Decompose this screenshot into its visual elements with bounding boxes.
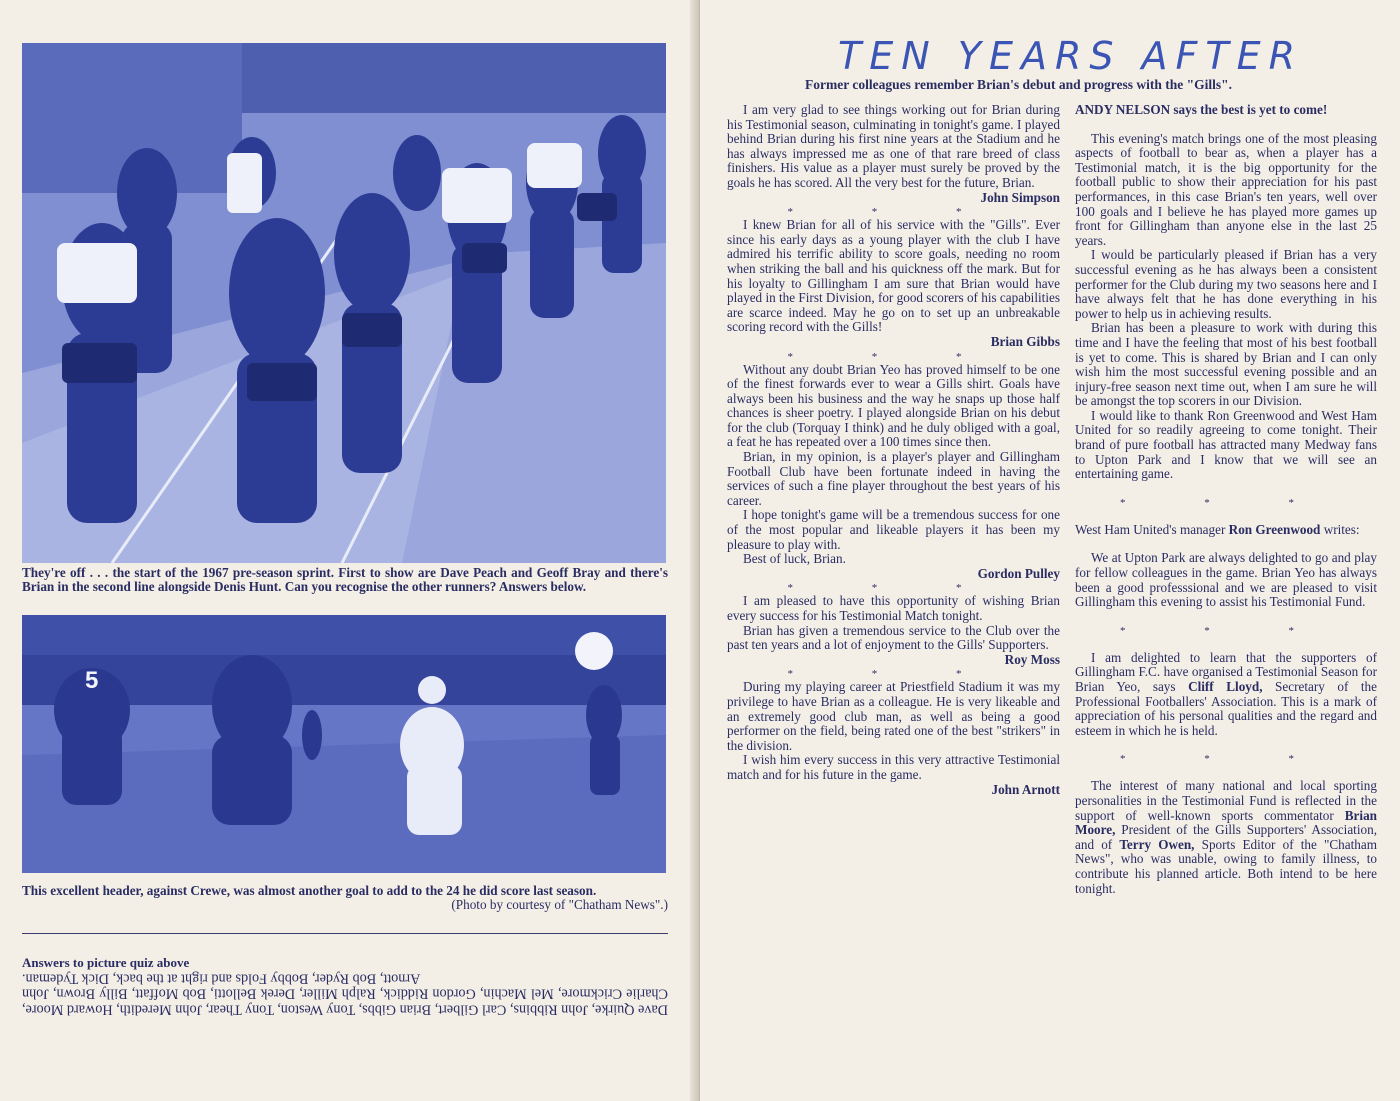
- preseason-sprint-photo: [22, 43, 666, 563]
- brian-moore-paragraph: [1075, 779, 1377, 896]
- paragraph-text: I am delighted to learn that the supporters of Gillingham F.C. have organised a Testimonial Season for Brian Yeo, says: [1075, 649, 1377, 694]
- page-headline: TEN YEARS AFTER: [838, 34, 1304, 78]
- section-separator: * * *: [787, 582, 1000, 595]
- tribute-paragraph: I wish him every success in this very attractive Testimonial match and for his future in the game.: [727, 752, 1060, 782]
- section-separator: * * *: [1120, 624, 1332, 637]
- tributes-column-left: [727, 103, 1060, 797]
- tributes-column-right: [1075, 103, 1377, 896]
- quiz-answers-title: Answers to picture quiz above: [22, 955, 190, 970]
- header-photo-caption-text: This excellent header, against Crewe, was almost another goal to add to the 24 he did score last season.: [22, 883, 597, 898]
- west-ham-intro: [1075, 523, 1377, 538]
- header-vs-crewe-photo: [22, 615, 666, 873]
- brian-moore-name: Brian Moore,: [1075, 807, 1377, 838]
- section-separator: * * *: [1120, 496, 1332, 509]
- shirt-number-label: 5: [85, 667, 99, 694]
- section-separator: * * *: [787, 206, 1000, 219]
- tribute-signature: John Arnott: [991, 781, 1060, 797]
- paragraph-text: President of the Gills Supporters' Association, and of: [1075, 822, 1377, 852]
- tribute-paragraph: We at Upton Park are always delighted to go and play for fellow colleagues in the game. Brian Yeo has always been a good professsional and we are pleased to visit Gillingham this evening to assist his Testimonial Fund.: [1075, 550, 1377, 610]
- tribute-paragraph: I would like to thank Ron Greenwood and West Ham United for so readily agreeing to come tonight. Their brand of pure football has attracted many Medway fans to Upton Park and I know that we will see an entertaining game.: [1075, 407, 1377, 482]
- left-page: [0, 0, 696, 1101]
- tribute-paragraph: Best of luck, Brian.: [743, 551, 846, 567]
- tribute-paragraph: Brian has been a pleasure to work with during this time and I have the feeling that most of his best football is yet to come. This is shared by Brian and I can only wish him the most successful evening possible and an injury-free season next time out, when I am sure he will be amongst the top scorers in our Division.: [1075, 320, 1377, 409]
- tribute-paragraph: I hope tonight's game will be a tremendous success for one of the most popular and likeable players it has been my pleasure to play with.: [727, 507, 1060, 552]
- intro-text: West Ham United's manager: [1075, 521, 1229, 537]
- andy-nelson-heading: ANDY NELSON says the best is yet to come!: [1075, 102, 1328, 117]
- tribute-signature: Brian Gibbs: [990, 333, 1060, 349]
- section-separator: * * *: [1120, 753, 1332, 766]
- tribute-paragraph: This evening's match brings one of the most pleasing aspects of football to bear as, when a player has a Testimonial match, it is the big opportunity for the football public to show their appreciation for his past performances, in this case Brian's ten years, well over 100 goals and I believe he has played more games up front for Gillingham than anyone else in the last 25 years.: [1075, 130, 1377, 248]
- tribute-paragraph: I would be particularly pleased if Brian has a very successful evening as he has always been a consistent performer for the Club during my two seasons here and I have always felt that he has done everything in his power to help us in achieving results.: [1075, 247, 1377, 321]
- paragraph-text: Secretary of the Professional Footballers' Association. This is a mark of appreciation of his personal qualities and the regard and esteem in which he is held.: [1075, 679, 1377, 738]
- right-page: [700, 0, 1400, 1101]
- tribute-signature: John Simpson: [980, 189, 1060, 205]
- header-photo-caption: [22, 884, 668, 912]
- page-subhead: Former colleagues remember Brian's debut and progress with the "Gills".: [805, 77, 1232, 92]
- divider-rule: [22, 933, 668, 934]
- sprint-photo-caption: They're off . . . the start of the 1967 pre-season sprint. First to show are Dave Peach and Geoff Bray and there's Brian in the second line alongside Denis Hunt. Can you recognise the other runners? Answers below.: [22, 565, 668, 594]
- tribute-paragraph: I am very glad to see things working out for Brian during his Testimonial season, culminating in tonight's game. I played behind Brian during his first nine years at the Stadium and he has always impressed me as one of that rare breed of class finishers. His value as a player must surely be proved by the goals he has scored. All the very best for the future, Brian.: [727, 102, 1060, 190]
- section-separator: * * *: [787, 668, 1000, 681]
- tribute-paragraph: I am pleased to have this opportunity of wishing Brian every success for his Testimonial Match tonight.: [727, 593, 1060, 623]
- paragraph-text: The interest of many national and local sporting personalities in the Testimonial Fund is reflected in the support of well-known sports commentator: [1075, 778, 1377, 823]
- tribute-signature: Roy Moss: [1004, 651, 1060, 667]
- paragraph-text: Sports Editor of the "Chatham News", who was unable, owing to family illness, to contribute his planned article. Both intend to be here tonight.: [1075, 836, 1377, 896]
- quiz-answers-upside-down: Dave Quirke, John Ribbins, Carl Gilbert, Brian Gibbs, Tony Weston, Tony Thear, John Meredith, Howard Moore, Charlie Crickmore, Mel Machin, Gordon Riddick, Ralph Miller, Derek Bellotti, Bob Moffatt, Billy Brown, John Arnott, Bob Ryder, Bobby Folds and right at the back, Dick Tydeman.: [22, 970, 668, 1018]
- section-separator: * * *: [787, 350, 1000, 363]
- ron-greenwood-name: Ron Greenwood: [1228, 521, 1321, 537]
- photo-credit: (Photo by courtesy of "Chatham News".): [451, 897, 668, 912]
- tribute-paragraph: Without any doubt Brian Yeo has proved himself to be one of the finest forwards ever to wear a Gills shirt. Goals have always been his business and the way he snaps up those half chances is sheer poetry. I played alongside Brian on his debut for the club (Torquay I think) and he duly obliged with a goal, a feat he has repeated over a 100 times since then.: [727, 361, 1060, 450]
- cliff-lloyd-name: Cliff Lloyd,: [1188, 679, 1263, 694]
- tribute-paragraph: Brian has given a tremendous service to the Club over the past ten years and a lot of enjoyment to the Gills' Supporters.: [727, 622, 1060, 653]
- tribute-paragraph: Brian, in my opinion, is a player's player and Gillingham Football Club have been fortunate indeed in having the services of such a fine player throughout the best years of his career.: [727, 449, 1060, 508]
- tribute-paragraph: During my playing career at Priestfield Stadium it was my privilege to have Brian as a colleague. He is very likeable and an extremely good club man, as well as being a good performer on the field, being rated one of the best "strikers" in the division.: [727, 679, 1060, 753]
- intro-text: writes:: [1320, 521, 1360, 537]
- cliff-lloyd-paragraph: [1075, 651, 1377, 739]
- terry-owen-name: Terry Owen,: [1119, 836, 1195, 852]
- tribute-signature: Gordon Pulley: [977, 565, 1060, 581]
- tribute-paragraph: I knew Brian for all of his service with the "Gills". Ever since his early days as a young player with the club I have admired his terrific ability to score goals, needing no room when striking the ball and his quickness off the mark. But for his loyalty to Gillingham I am sure that Brian would have played in the First Division, for good scorers of his capabilities are scarce indeed. May he go on to set up an unbreakable scoring record with the Gills!: [727, 217, 1060, 335]
